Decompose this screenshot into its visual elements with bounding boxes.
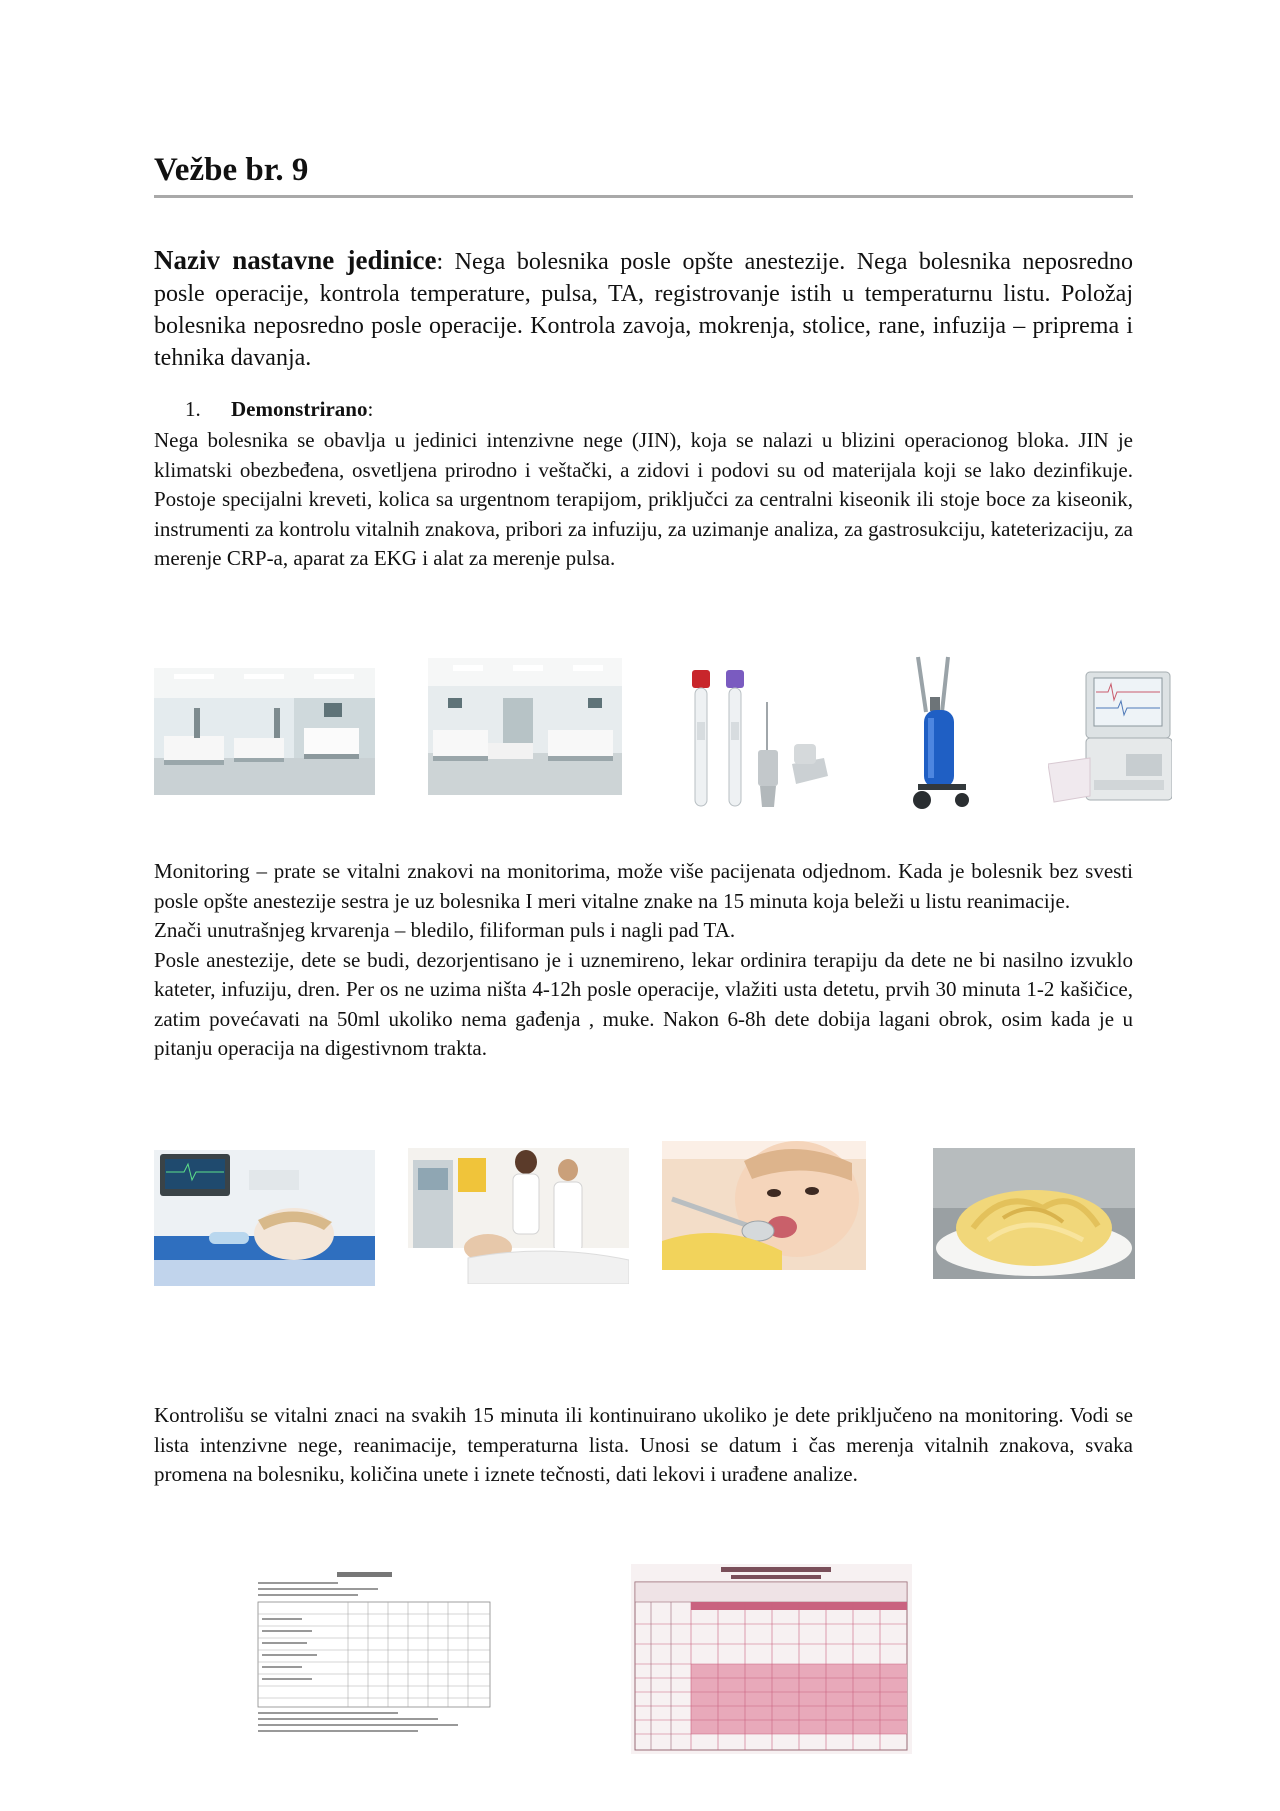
paragraph-anesthesia: Posle anestezije, dete se budi, dezorjentisano je i uznemireno, lekar ordinira terapiju da dete ne bi nasilno izvuklo kateter, infuziju, dren. Per os ne uzima ništa 4-12h posle operacije, vlažiti usta detetu, prvih 30 minuta 1-2 kašičice, zatim povećavati na 50ml ukoliko nema gađenja , muke. Nakon 6-8h dete dobija lagani obrok, osim kada je u pitanju operacija na digestivnom trakta. bbox=[154, 947, 1133, 1060]
doctor-nurse-image bbox=[408, 1148, 629, 1284]
oxygen-tank-image bbox=[908, 652, 985, 812]
paragraph-monitoring bbox=[154, 857, 1133, 1064]
child-monitoring-image bbox=[154, 1150, 375, 1286]
intro-paragraph bbox=[154, 244, 1133, 374]
list-label: Demonstrirano bbox=[231, 397, 368, 421]
blood-tubes-image bbox=[674, 652, 850, 812]
paragraph-vital-signs: Kontrolišu se vitalni znaci na svakih 15 minuta ili kontinuirano ukoliko je dete priključeno na monitoring. Vodi se lista intenzivne nege, reanimacije, temperaturna lista. Unosi se datum i čas merenja vitalnih znakova, svaka promena na bolesniku, količina unete i iznete tečnosti, dati lekovi i urađene analize. bbox=[154, 1403, 1133, 1486]
list-item-demonstrirano bbox=[185, 397, 373, 422]
icu-room-image-2 bbox=[428, 658, 622, 795]
paragraph-bleeding: Znači unutrašnjeg krvarenja – bledilo, filiforman puls i nagli pad TA. bbox=[154, 918, 736, 942]
paragraph-jin: Nega bolesnika se obavlja u jedinici intenzivne nege (JIN), koja se nalazi u blizini operacionog bloka. JIN je klimatski obezbeđena, osvetljena prirodno i veštački, a zidovi i podovi su od materijala koji se lako dezinfikuje. Postoje specijalni kreveti, kolica sa urgentnom terapijom, priključci za centralni kiseonik ili stoje boce za kiseonik, instrumenti za kontrolu vitalnih znakova, pribori za infuziju, za uzimanje analiza, za gastrosukciju, kateterizaciju, za merenje CRP-a, aparat za EKG i alat za merenje pulsa. bbox=[154, 428, 1133, 570]
page-title: Vežbe br. 9 bbox=[154, 152, 309, 188]
temperature-chart-image bbox=[631, 1564, 912, 1754]
intro-text: : Nega bolesnika posle opšte anestezije. Nega bolesnika neposredno posle operacije, kontrola temperature, pulsa, TA, registrovanje istih u temperaturnu listu. Položaj bolesnika neposredno posle operacije. Kontrola zavoja, mokrenja, stolice, rane, infuzija – priprema i tehnika davanja. bbox=[154, 249, 1134, 371]
title-divider bbox=[154, 195, 1133, 198]
intro-label: Naziv nastavne jedinice bbox=[154, 245, 437, 275]
intensive-care-form-image bbox=[252, 1568, 502, 1743]
icu-room-image-1 bbox=[154, 668, 375, 795]
mashed-potato-image bbox=[933, 1148, 1135, 1279]
paragraph-monitoring-a: Monitoring – prate se vitalni znakovi na monitorima, može više pacijenata odjednom. Kada je bolesnik bez svesti posle opšte anestezije sestra je uz bolesnika I meri vitalne znake na 15 minuta koja beleži u listu reanimacije. bbox=[154, 859, 1133, 913]
list-colon: : bbox=[367, 397, 374, 421]
ekg-machine-image bbox=[1048, 668, 1172, 810]
baby-spoon-image bbox=[662, 1141, 866, 1270]
list-number: 1. bbox=[185, 397, 201, 421]
